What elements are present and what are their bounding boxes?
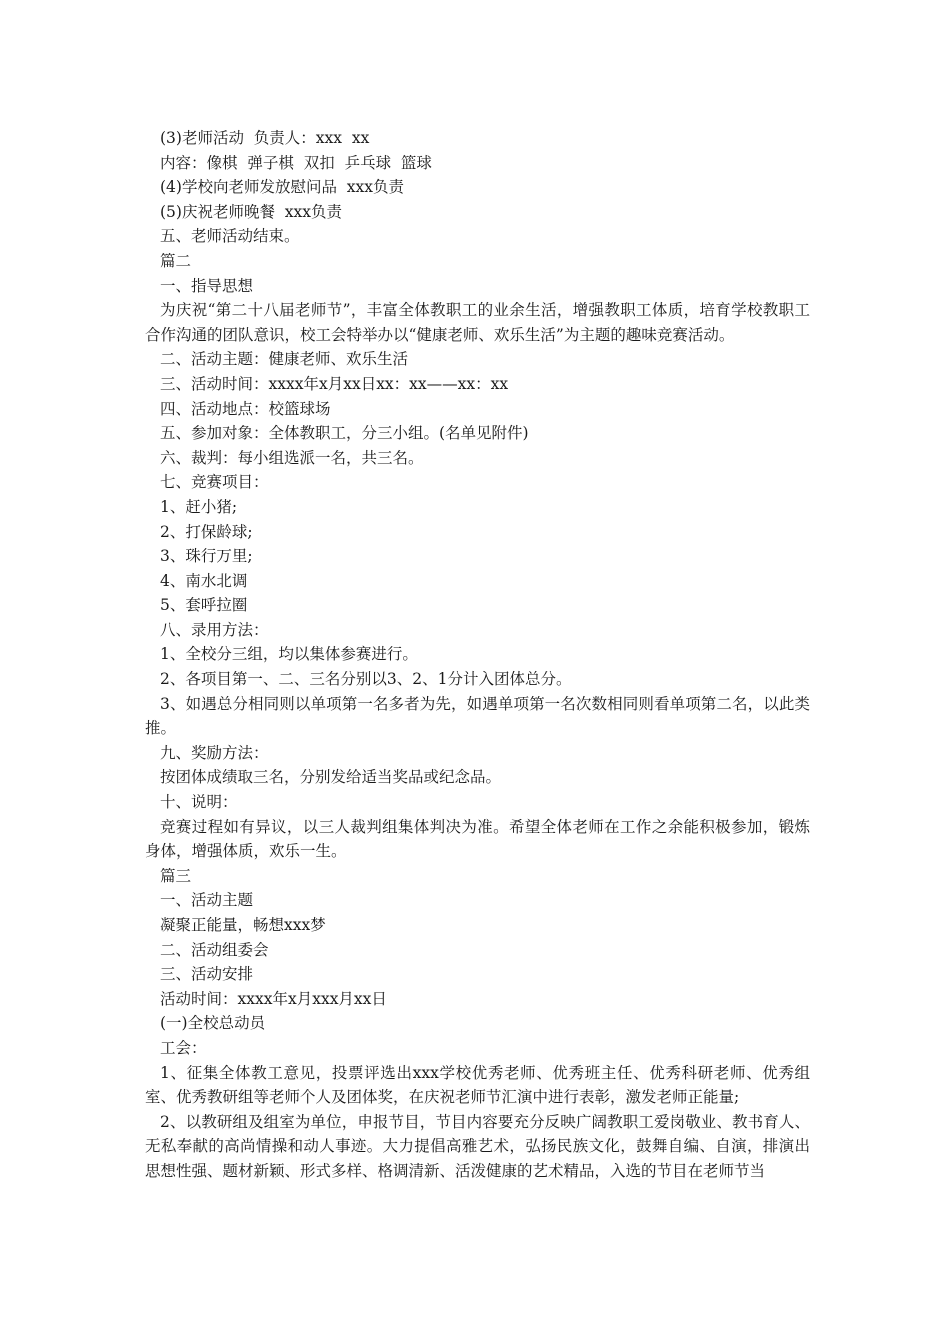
text-line: 六、裁判：每小组选派一名，共三名。 — [160, 448, 424, 467]
text-line: 一、活动主题 — [160, 891, 254, 910]
paragraph: 竞赛过程如有异议，以三人裁判组集体判决为准。希望全体老师在工作之余能积极参加，锻炼身体，增强体质，欢乐一生。 — [145, 817, 810, 861]
text-line: 活动时间：xxxx年x月xxx月xx日 — [160, 989, 387, 1008]
text-line: 1、全校分三组，均以集体参赛进行。 — [160, 645, 418, 664]
text-line: 4、南水北调 — [160, 571, 248, 590]
text-line: 3、珠行万里; — [160, 547, 253, 566]
text-line: 一、指导思想 — [160, 276, 254, 295]
text-line: (一)全校总动员 — [160, 1014, 266, 1033]
text-line: 篇三 — [160, 866, 192, 885]
document-body — [145, 126, 810, 1184]
text-line: 五、老师活动结束。 — [160, 227, 300, 246]
text-line: 2、打保龄球; — [160, 522, 253, 541]
text-line: 凝聚正能量，畅想xxx梦 — [160, 916, 326, 934]
text-line: 二、活动主题：健康老师、欢乐生活 — [160, 350, 409, 369]
text-line: 工会： — [160, 1038, 207, 1057]
paragraph: 1、征集全体教工意见，投票评选出xxx学校优秀老师、优秀班主任、优秀科研老师、优秀组室、优秀教研组等老师个人及团体奖，在庆祝老师节汇演中进行表彰，激发老师正能量; — [145, 1063, 810, 1107]
text-line: 篇二 — [160, 251, 192, 270]
text-line: 按团体成绩取三名，分别发给适当奖品或纪念品。 — [160, 768, 502, 787]
text-line: (3)老师活动 负责人：xxx xx — [160, 129, 370, 147]
text-line: 1、赶小猪; — [160, 497, 238, 516]
paragraph: 3、如遇总分相同则以单项第一名多者为先，如遇单项第一名次数相同则看单项第二名，以此类推。 — [145, 694, 810, 738]
paragraph: 为庆祝“第二十八届老师节”，丰富全体教职工的业余生活，增强教职工体质，培育学校教职工合作沟通的团队意识，校工会特举办以“健康老师、欢乐生活”为主题的趣味竞赛活动。 — [145, 301, 810, 344]
text-line: 十、说明： — [160, 793, 238, 812]
text-line: 三、活动时间：xxxx年x月xx日xx：xx——xx：xx — [160, 374, 509, 393]
text-line: 2、各项目第一、二、三名分别以3、2、1分计入团体总分。 — [160, 670, 572, 689]
text-line: (4)学校向老师发放慰问品 xxx负责 — [160, 178, 405, 197]
text-line: 七、竞赛项目： — [160, 473, 269, 492]
text-line: 三、活动安排 — [160, 965, 254, 984]
text-line: 四、活动地点：校篮球场 — [160, 399, 331, 418]
text-line: 八、录用方法： — [160, 620, 269, 639]
paragraph: 2、以教研组及组室为单位，申报节目，节目内容要充分反映广阔教职工爱岗敬业、教书育人、无私奉献的高尚情操和动人事迹。大力提倡高雅艺术，弘扬民族文化，鼓舞自编、自演，排演出思想性强、题材新颖、形式多样、格调清新、活泼健康的艺术精品，入选的节目在老师节当 — [145, 1112, 810, 1180]
text-line: 内容：像棋 弹子棋 双扣 乒乓球 篮球 — [160, 153, 432, 172]
text-line: 二、活动组委会 — [160, 940, 269, 959]
text-line: 5、套呼拉圈 — [160, 596, 248, 615]
text-line: 九、奖励方法： — [160, 743, 269, 762]
text-line: (5)庆祝老师晚餐 xxx负责 — [160, 202, 343, 221]
text-line: 五、参加对象：全体教职工，分三小组。(名单见附件) — [160, 424, 529, 443]
